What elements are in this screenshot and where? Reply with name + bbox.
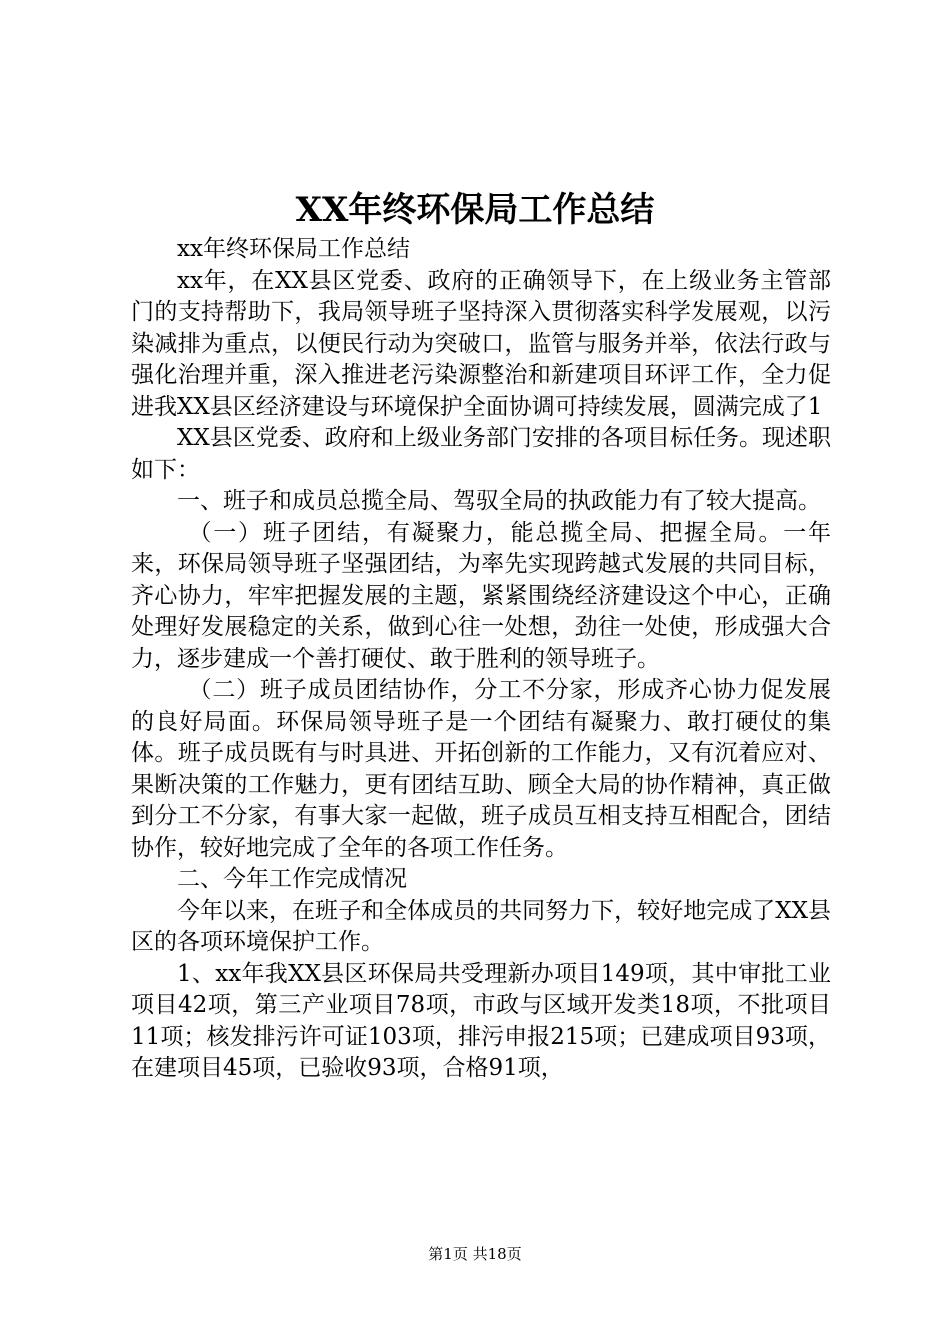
paragraph-intro-continued: XX县区党委、政府和上级业务部门安排的各项目标任务。现述职如下： bbox=[131, 425, 831, 483]
document-title: XX年终环保局工作总结 bbox=[295, 190, 655, 230]
section-heading-1: 一、班子和成员总揽全局、驾驭全局的执政能力有了较大提高。 bbox=[177, 488, 821, 514]
paragraph-section-2-intro: 今年以来，在班子和全体成员的共同努力下，较好地完成了XX县区的各项环境保护工作。 bbox=[131, 897, 831, 955]
paragraph-subsection-2: （二）班子成员团结协作，分工不分家，形成齐心协力促发展的良好局面。环保局领导班子是一个团结有凝聚力、敢打硬仗的集体。班子成员既有与时具进、开拓创新的工作能力，又有沉着应对、果断决策的工作魅力，更有团结互助、顾全大局的协作精神，真正做到分工不分家，有事大家一起做，班子成员互相支持互相配合，团结协作，较好地完成了全年的各项工作任务。 bbox=[131, 677, 831, 861]
paragraph-intro: xx年，在XX县区党委、政府的正确领导下，在上级业务主管部门的支持帮助下，我局领导班子坚持深入贯彻落实科学发展观，以污染减排为重点，以便民行动为突破口，监管与服务并举，依法行政与强化治理并重，深入推进老污染源整治和新建项目环评工作，全力促进我XX县区经济建设与环境保护全面协调可持续发展，圆满完成了1 bbox=[131, 267, 831, 420]
document-subtitle: xx年终环保局工作总结 bbox=[177, 236, 410, 262]
section-heading-2: 二、今年工作完成情况 bbox=[177, 866, 407, 892]
paragraph-subsection-1: （一）班子团结，有凝聚力，能总揽全局、把握全局。一年来，环保局领导班子坚强团结，为率先实现跨越式发展的共同目标，齐心协力，牢牢把握发展的主题，紧紧围绕经济建设这个中心，正确处理好发展稳定的关系，做到心往一处想，劲往一处使，形成强大合力，逐步建成一个善打硬仗、敢于胜利的领导班子。 bbox=[131, 519, 831, 672]
page-footer: 第1页 共18页 bbox=[428, 1245, 522, 1263]
document-body bbox=[131, 234, 831, 1085]
paragraph-item-1: 1、xx年我XX县区环保局共受理新办项目149项，其中审批工业项目42项，第三产业项目78项，市政与区域开发类18项，不批项目11项；核发排污许可证103项，排污申报215项；已建成项目93项，在建项目45项，已验收93项，合格91项， bbox=[131, 960, 831, 1081]
